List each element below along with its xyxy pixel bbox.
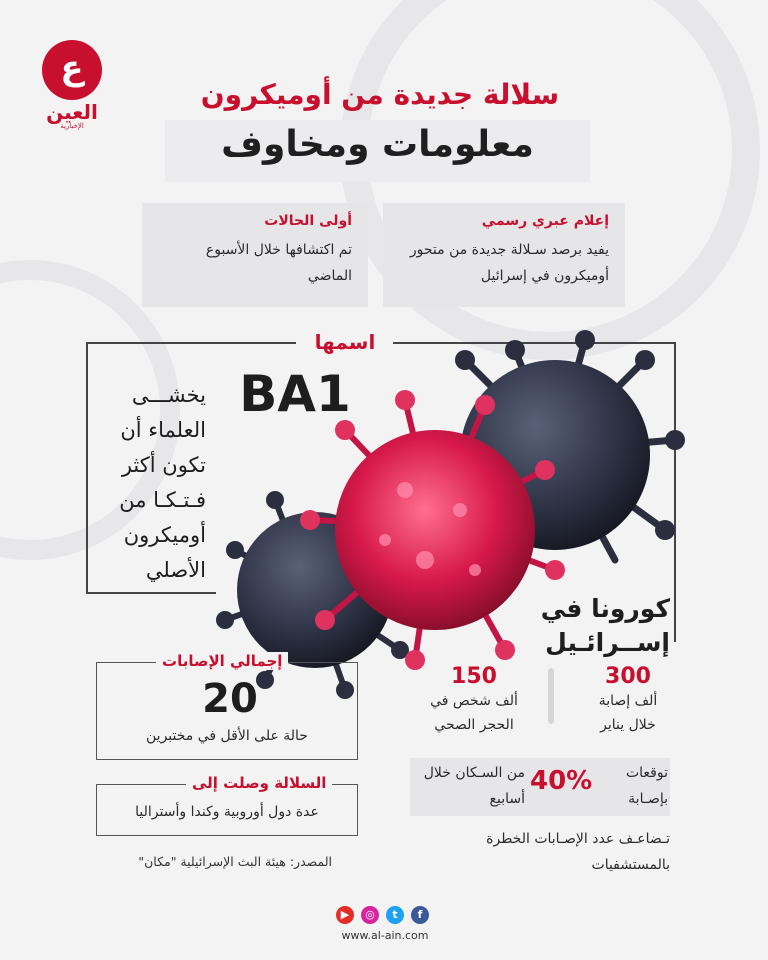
al-ain-logo (34, 40, 110, 130)
expectation-percent: 40% (530, 766, 593, 796)
frame-line-bottom-left (86, 592, 216, 594)
stat-infections-number: 300 (605, 664, 651, 689)
official-media-text: يفيد برصد سـلالة جديدة من متحور أوميكرون في إسرائيل (409, 242, 609, 284)
stat-quarantine-number: 150 (451, 664, 497, 689)
stat-quarantine (418, 664, 530, 737)
corona-israel-title (540, 592, 670, 660)
total-cases-text: حالة على الأقل في مختبرين (146, 728, 308, 744)
first-cases-text: تم اكتشافها خلال الأسبوع الماضي (205, 242, 352, 284)
expectation-text: من السـكان خلال أسابيع (423, 765, 525, 807)
youtube-icon[interactable]: ▶ (336, 906, 354, 924)
logo-mark: ع (42, 40, 102, 100)
twitter-icon[interactable]: t (386, 906, 404, 924)
first-cases-heading: أولى الحالات (264, 213, 352, 229)
logo-name: العين (46, 100, 98, 124)
title-line-2: معلومات ومخاوف (221, 124, 534, 165)
stat-infections (588, 664, 668, 737)
severe-cases-text: تـضاعـف عدد الإصـابات الخطرة بالمستشفيات (486, 831, 670, 873)
stat-infections-text: ألف إصابة خلال يناير (598, 693, 658, 733)
corona-israel-title-line-2: إســرائـيل (545, 628, 670, 657)
spread-heading: السلالة وصلت إلى (186, 774, 332, 792)
source-text: المصدر: هيئة البث الإسرائيلية "مكان" (138, 854, 332, 869)
first-cases-box (142, 203, 368, 307)
title-line-1: سلالة جديدة من أوميكرون (200, 78, 560, 111)
official-media-heading: إعلام عبري رسمي (481, 213, 609, 229)
official-media-box (383, 203, 625, 307)
social-icons (332, 906, 438, 928)
logo-subtitle: الإخبارية (60, 122, 84, 130)
variant-name: BA1 (239, 365, 351, 423)
spread-text: عدة دول أوروبية وكندا وأستراليا (135, 804, 319, 820)
fear-text: يخشـــى العلماء أن تكون أكثر فـتـكـا من أوميكرون الأصلي (119, 383, 206, 582)
expectation-label: توقعات بإصـابة (625, 765, 668, 807)
total-cases-number: 20 (202, 676, 258, 722)
facebook-icon[interactable]: f (411, 906, 429, 924)
stat-divider (548, 668, 554, 724)
corona-israel-title-line-1: كورونا في (540, 594, 670, 623)
name-label: اسمها (314, 330, 376, 354)
website-link[interactable]: www.al-ain.com (341, 929, 429, 942)
instagram-icon[interactable]: ◎ (361, 906, 379, 924)
stat-quarantine-text: ألف شخص في الحجر الصحي (430, 693, 518, 733)
frame-line-left (86, 342, 88, 592)
total-cases-heading: إجمالي الإصابات (156, 652, 288, 670)
